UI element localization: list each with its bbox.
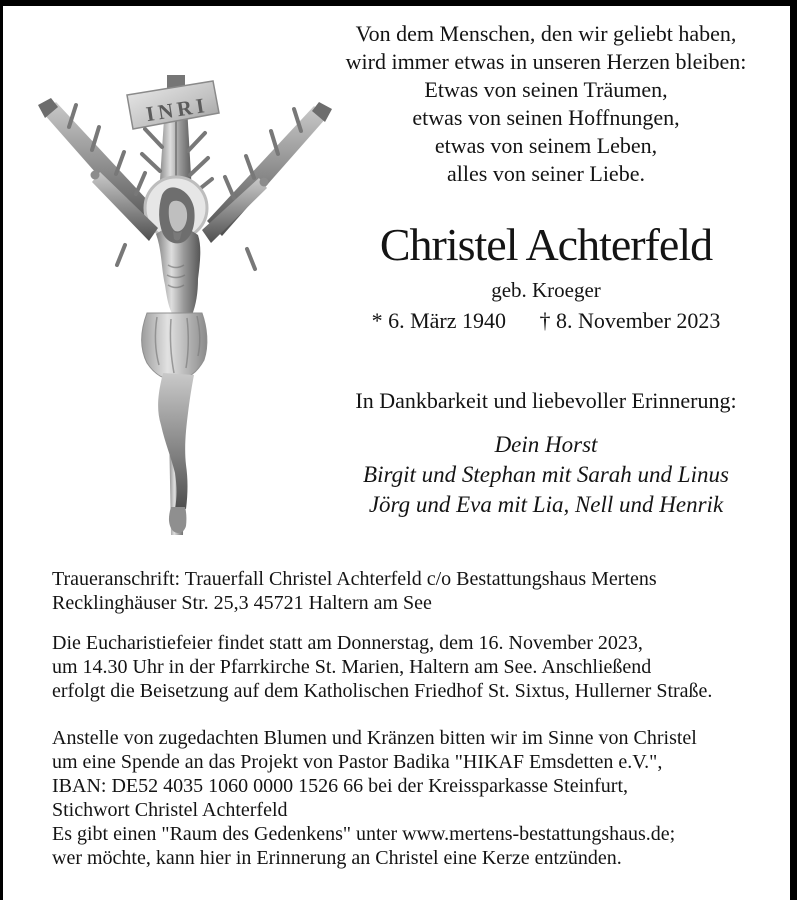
family-line: Jörg und Eva mit Lia, Nell und Henrik: [368, 492, 724, 517]
memorial-room-block: [52, 822, 772, 870]
poem: [330, 20, 762, 188]
service-line: um 14.30 Uhr in der Pfarrkirche St. Marien, Haltern am See. Anschließend: [52, 656, 652, 678]
poem-line: alles von seiner Liebe.: [447, 161, 645, 186]
frame-border-left: [0, 0, 3, 900]
donation-line: um eine Spende an das Projekt von Pastor Badika "HIKAF Emsdetten e.V.",: [52, 751, 663, 773]
cross-right-branch: [207, 102, 332, 269]
donation-line: IBAN: DE52 4035 1060 0000 1526 66 bei der Kreissparkasse Steinfurt,: [52, 775, 629, 797]
poem-line: etwas von seinem Leben,: [434, 133, 658, 158]
memorial-room-line: wer möchte, kann hier in Erinnerung an Christel eine Kerze entzünden.: [52, 847, 622, 869]
poem-line: Von dem Menschen, den wir geliebt haben,: [355, 21, 737, 46]
mourning-address-block: [52, 567, 772, 615]
family-line: Dein Horst: [494, 432, 598, 457]
christ-figure: [91, 171, 269, 534]
funeral-service-block: [52, 631, 772, 703]
inri-plaque: [127, 81, 219, 129]
service-line: erfolgt die Beisetzung auf dem Katholischen Friedhof St. Sixtus, Hullerner Straße.: [52, 680, 713, 702]
family-names: [330, 430, 762, 520]
frame-border-right: [790, 0, 797, 900]
gratitude-line: In Dankbarkeit und liebevoller Erinnerung:: [355, 388, 737, 413]
deceased-name: Christel Achterfeld: [379, 219, 713, 270]
inri-text: INRI: [144, 92, 210, 127]
memorial-text-column: [330, 20, 762, 517]
address-line: Traueranschrift: Trauerfall Christel Achterfeld c/o Bestattungshaus Mertens: [52, 568, 657, 590]
frame-border-top: [0, 0, 797, 6]
birth-date: * 6. März 1940: [371, 308, 507, 333]
maiden-name: geb. Kroeger: [491, 278, 601, 302]
service-line: Die Eucharistiefeier findet statt am Donnerstag, dem 16. November 2023,: [52, 632, 643, 654]
poem-line: wird immer etwas in unseren Herzen bleiben:: [345, 49, 747, 74]
life-dates: [330, 308, 762, 334]
poem-line: etwas von seinen Hoffnungen,: [412, 105, 680, 130]
family-line: Birgit und Stephan mit Sarah und Linus: [363, 462, 729, 487]
donation-block: [52, 726, 772, 822]
poem-line: Etwas von seinen Träumen,: [424, 77, 668, 102]
memorial-room-line: Es gibt einen "Raum des Gedenkens" unter www.mertens-bestattungshaus.de;: [52, 823, 676, 845]
crucifix-photo: [35, 55, 335, 545]
death-date: † 8. November 2023: [539, 308, 721, 333]
donation-line: Anstelle von zugedachten Blumen und Kränzen bitten wir im Sinne von Christel: [52, 727, 697, 749]
address-line: Recklinghäuser Str. 25,3 45721 Haltern am See: [52, 592, 432, 614]
donation-line: Stichwort Christel Achterfeld: [52, 799, 288, 821]
